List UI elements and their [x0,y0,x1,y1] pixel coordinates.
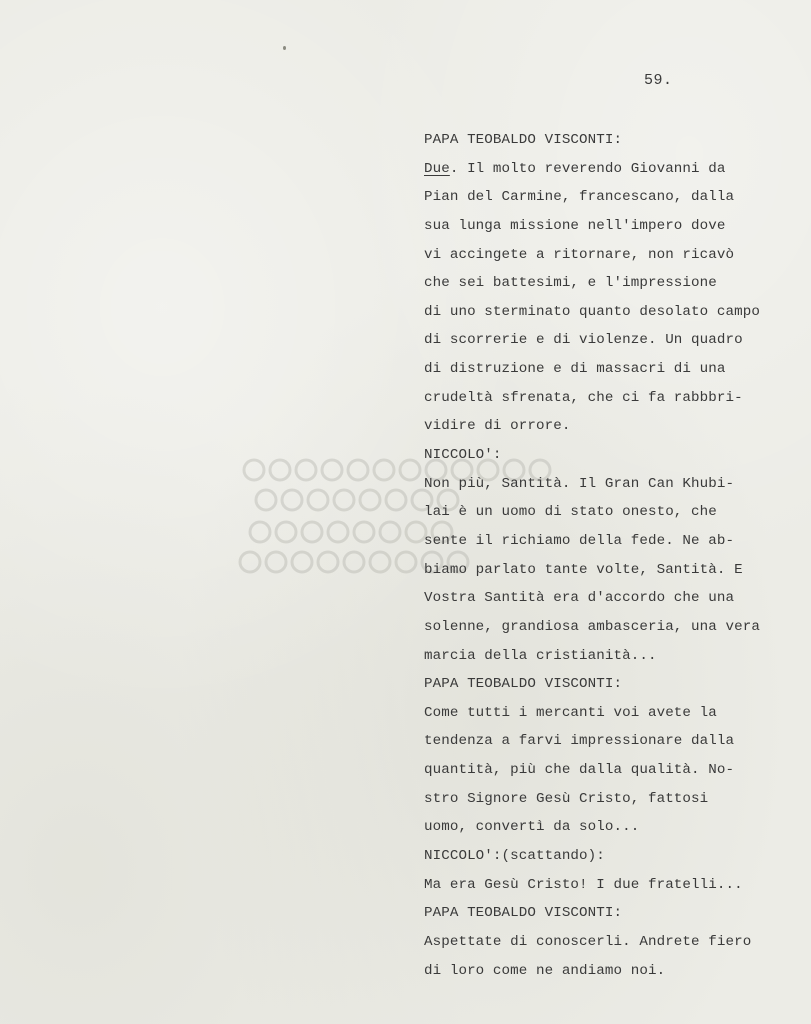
page-number: 59. [644,72,673,89]
paper-speck [283,46,286,50]
text-line: uomo, convertì da solo... [424,819,640,836]
text-line: Vostra Santità era d'accordo che una [424,590,735,607]
text-line: Non più, Santità. Il Gran Can Khubi- [424,475,735,492]
text-line: di loro come ne andiamo noi. [424,962,666,979]
text-line: quantità, più che dalla qualità. No- [424,762,735,779]
text-line: che sei battesimi, e l'impressione [424,275,717,292]
text-line: Ma era Gesù Cristo! I due fratelli... [424,876,743,893]
text-line: Aspettate di conoscerli. Andrete fiero [424,933,752,950]
text-line: tendenza a farvi impressionare dalla [424,733,735,750]
text-line: crudeltà sfrenata, che ci fa rabbbri- [424,389,743,406]
text-line: solenne, grandiosa ambasceria, una vera [424,618,760,635]
text-line: Come tutti i mercanti voi avete la [424,704,717,721]
script-text [424,126,809,985]
text-line: di distruzione e di massacri di una [424,361,726,378]
text-line: vi accingete a ritornare, non ricavò [424,246,735,263]
underlined-word: Due [424,160,450,177]
text-line: stro Signore Gesù Cristo, fattosi [424,790,709,807]
speaker-heading: NICCOLO': [424,447,502,464]
text-line: Pian del Carmine, francescano, dalla [424,189,735,206]
text-line: Due. Il molto reverendo Giovanni da [424,160,726,177]
text-line: sente il richiamo della fede. Ne ab- [424,532,735,549]
text-line: marcia della cristianità... [424,647,657,664]
text-line: vidire di orrore. [424,418,571,435]
text-line: di uno sterminato quanto desolato campo [424,303,760,320]
text-line: sua lunga missione nell'impero dove [424,217,726,234]
speaker-heading: PAPA TEOBALDO VISCONTI: [424,132,623,148]
speaker-heading: PAPA TEOBALDO VISCONTI: [424,676,623,693]
text-line: lai è un uomo di stato onesto, che [424,504,717,521]
text-line: biamo parlato tante volte, Santità. E [424,561,743,578]
speaker-heading: PAPA TEOBALDO VISCONTI: [424,905,623,922]
speaker-heading: NICCOLO':(scattando): [424,848,605,865]
text-line: di scorrerie e di violenze. Un quadro [424,332,743,349]
